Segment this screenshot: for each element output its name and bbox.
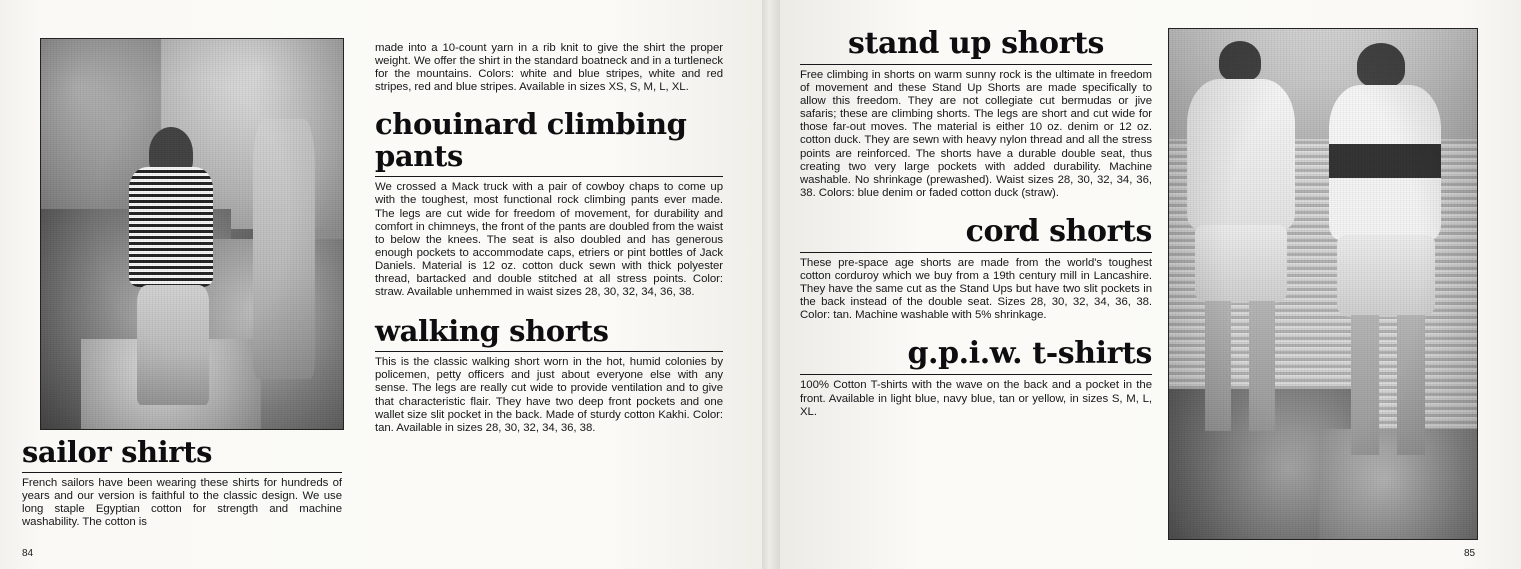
- climber-on-rock-photo: [40, 38, 344, 430]
- title-rule: [375, 176, 723, 177]
- section-title-walking-shorts: walking shorts: [375, 314, 609, 349]
- title-rule: [800, 252, 1152, 253]
- title-rule: [800, 374, 1152, 375]
- page-number-left: 84: [22, 548, 34, 559]
- section-title-sailor-shirts: sailor shirts: [22, 435, 213, 469]
- section-body-sailor-shirts-continued: made into a 10-count yarn in a rib knit to give the shirt the proper weight. We offer the shirt in the standard boatneck and in a turtleneck for the mountains. Colors: white and blue stripes, white and red stripes, red and blue stripes. Available in sizes XS, S, M, L, XL.: [375, 42, 723, 94]
- section-title-cord-shorts: cord shorts: [965, 213, 1152, 249]
- title-rule: [800, 64, 1152, 65]
- section-title-gpiw-t-shirts: g.p.i.w. t-shirts: [907, 336, 1152, 372]
- section-title-stand-up-shorts: stand up shorts: [848, 26, 1104, 61]
- page-number-right: 85: [1464, 548, 1476, 559]
- section-body-walking-shorts: This is the classic walking short worn in the hot, humid colonies by policemen, petty officers and just about everyone else with any sense. The legs are really cut wide to provide ventilation and to give that characteristic flair. They have two deep front pockets and one wallet size slit pocket in the back. Made of sturdy cotton Kakhi. Color: tan. Available in sizes 28, 30, 32, 34, 36, 38.: [375, 356, 723, 434]
- two-men-in-shorts-by-water-photo: [1168, 28, 1478, 540]
- right-column-1: [800, 28, 1152, 419]
- title-rule: [22, 472, 342, 473]
- section-body-gpiw-t-shirts: 100% Cotton T-shirts with the wave on the back and a pocket in the front. Available in light blue, navy blue, tan or yellow, in sizes S, M, L, XL.: [800, 379, 1152, 418]
- left-column-1: [22, 436, 342, 529]
- section-body-cord-shorts: These pre-space age shorts are made from the world's toughest cotton corduroy which we buy from a 19th century mill in Lancashire. They have the same cut as the Stand Ups but have two slit pockets in the back instead of the double seat. Sizes 28, 30, 32, 34, 36, 38. Color: tan. Machine washable with 5% shrinkage.: [800, 256, 1152, 322]
- left-column-2: [375, 42, 723, 435]
- section-body-chouinard-climbing-pants: We crossed a Mack truck with a pair of cowboy chaps to come up with the toughest, most functional rock climbing pants ever made. The legs are cut wide for freedom of movement, for durability and comfort in chimneys, the front of the pants are doubled from the waist to below the knees. The seat is also doubled and has generous enough pockets to accommodate caps, etriers or pint bottles of Jack Daniels. Material is 12 oz. cotton duck sewn with thick polyester thread, bartacked and double stitched at all stress points. Color: straw. Available unhemmed in waist sizes 28, 30, 32, 34, 36, 38.: [375, 181, 723, 299]
- section-body-stand-up-shorts: Free climbing in shorts on warm sunny rock is the ultimate in freedom of movement and these Stand Up Shorts are made specifically to allow this freedom. They are not collegiate cut bermudas or jive safaris; these are climbing shorts. The legs are short and cut wide for those far-out moves. The material is either 10 oz. denim or 12 oz. cotton duck. They are sewn with heavy nylon thread and all the stress points are reinforced. The shorts have a durable double seat, thus creating two very large pockets with added durability. Machine washable. No shrinkage (prewashed). Waist sizes 28, 30, 32, 34, 36, 38. Colors: blue denim or faded cotton duck (straw).: [800, 69, 1152, 199]
- section-body-sailor-shirts: French sailors have been wearing these shirts for hundreds of years and our version is faithful to the classic design. We use long staple Egyptian cotton for strength and machine washability. The cotton is: [22, 477, 342, 529]
- section-title-chouinard-climbing-pants: chouinard climbing pants: [375, 107, 687, 174]
- title-rule: [375, 351, 723, 352]
- page-gutter-shadow: [762, 0, 780, 569]
